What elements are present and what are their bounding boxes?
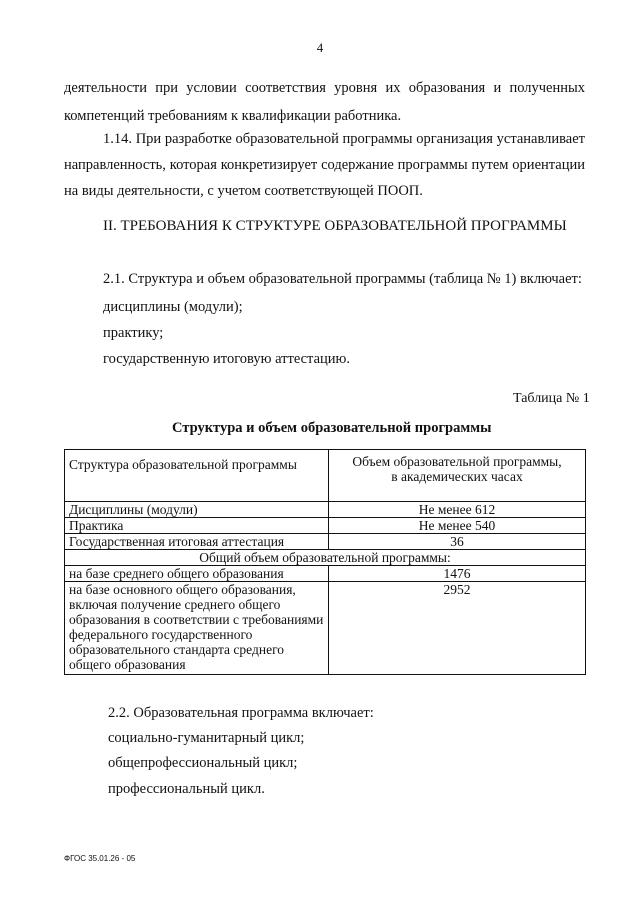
row-label: на базе среднего общего образования bbox=[65, 566, 329, 582]
table-row bbox=[65, 534, 586, 550]
header-volume-line: Объем образовательной программы, bbox=[352, 454, 562, 469]
table-title: Структура и объем образовательной программы bbox=[172, 420, 492, 436]
total-header: Общий объем образовательной программы: bbox=[65, 550, 586, 566]
row-value: 2952 bbox=[329, 582, 586, 675]
page-number: 4 bbox=[316, 40, 324, 55]
paragraph-line: деятельности при условии соответствия уровня их образования и полученных bbox=[64, 80, 585, 96]
paragraph-line: 1.14. При разработке образовательной программы организация устанавливает bbox=[103, 131, 585, 147]
list-item: практику; bbox=[103, 325, 164, 341]
list-item: социально-гуманитарный цикл; bbox=[108, 730, 305, 746]
list-item: дисциплины (модули); bbox=[103, 299, 243, 315]
row-label: Государственная итоговая аттестация bbox=[65, 534, 329, 550]
table-row bbox=[65, 582, 586, 675]
table-header-row bbox=[65, 450, 586, 502]
structure-table bbox=[64, 449, 586, 675]
paragraph-line: направленность, которая конкретизирует содержание программы путем ориентации bbox=[64, 157, 585, 173]
header-volume bbox=[329, 450, 586, 502]
table-row bbox=[65, 566, 586, 582]
row-label: Дисциплины (модули) bbox=[65, 502, 329, 518]
row-value: 36 bbox=[329, 534, 586, 550]
list-item: профессиональный цикл. bbox=[108, 781, 265, 797]
table-row bbox=[65, 550, 586, 566]
list-item: государственную итоговую аттестацию. bbox=[103, 351, 350, 367]
row-value: Не менее 612 bbox=[329, 502, 586, 518]
section-2-2-intro: 2.2. Образовательная программа включает: bbox=[108, 705, 374, 721]
section-2-1-intro: 2.1. Структура и объем образовательной программы (таблица № 1) включает: bbox=[103, 271, 582, 287]
table-row bbox=[65, 502, 586, 518]
row-label: на базе основного общего образования, включая получение среднего общего образования в соответствии с требованиями федерального государственного образовательного стандарта среднего общего образования bbox=[65, 582, 329, 675]
header-structure: Структура образовательной программы bbox=[65, 450, 329, 502]
paragraph-line: компетенций требованиям к квалификации работника. bbox=[64, 108, 402, 124]
table-label: Таблица № 1 bbox=[513, 391, 590, 406]
row-value: Не менее 540 bbox=[329, 518, 586, 534]
footer-code: ФГОС 35.01.26 - 05 bbox=[64, 854, 136, 863]
row-value: 1476 bbox=[329, 566, 586, 582]
paragraph-line: на виды деятельности, с учетом соответствующей ПООП. bbox=[64, 183, 423, 199]
row-label: Практика bbox=[65, 518, 329, 534]
list-item: общепрофессиональный цикл; bbox=[108, 755, 298, 771]
header-volume-line: в академических часах bbox=[391, 469, 523, 484]
table-row bbox=[65, 518, 586, 534]
section-heading: II. ТРЕБОВАНИЯ К СТРУКТУРЕ ОБРАЗОВАТЕЛЬНОЙ ПРОГРАММЫ bbox=[103, 218, 567, 234]
